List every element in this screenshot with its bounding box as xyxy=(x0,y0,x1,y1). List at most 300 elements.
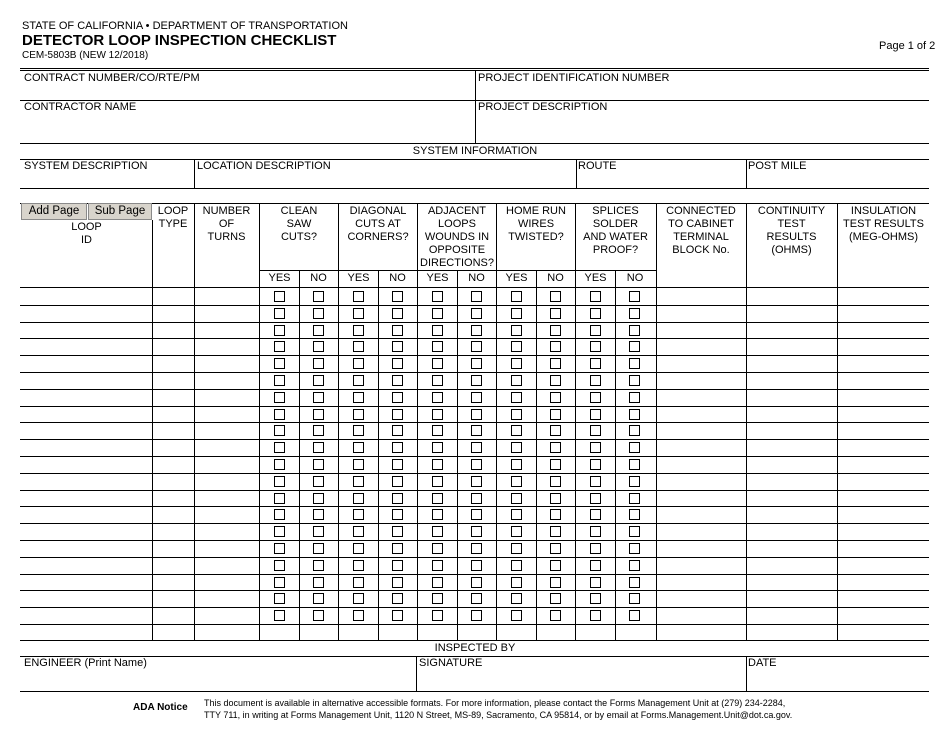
adjacent-yes-checkbox[interactable] xyxy=(432,593,443,604)
home-run-no-checkbox[interactable] xyxy=(550,341,561,352)
diagonal-no-checkbox[interactable] xyxy=(392,610,403,621)
splices-no-checkbox[interactable] xyxy=(629,476,640,487)
yes-label: YES xyxy=(268,272,291,284)
col-home-run-wires xyxy=(497,205,575,244)
col-loop-type xyxy=(153,205,193,231)
col-adjacent-loops xyxy=(418,205,496,270)
project-id-field[interactable] xyxy=(477,86,927,99)
page-indicator: Page 1 of 2 xyxy=(879,40,936,52)
home-run-yes-checkbox[interactable] xyxy=(511,459,522,470)
clean-saw-no-checkbox[interactable] xyxy=(313,409,324,420)
add-page-button[interactable]: Add Page xyxy=(21,203,87,220)
home-run-yes-checkbox[interactable] xyxy=(511,493,522,504)
clean-saw-yes-checkbox[interactable] xyxy=(274,526,285,537)
diagonal-no-checkbox[interactable] xyxy=(392,291,403,302)
home-run-no-checkbox[interactable] xyxy=(550,392,561,403)
splices-no-checkbox[interactable] xyxy=(629,291,640,302)
divider xyxy=(576,159,577,188)
clean-saw-no-checkbox[interactable] xyxy=(313,577,324,588)
home-run-yes-checkbox[interactable] xyxy=(511,409,522,420)
diagonal-yes-checkbox[interactable] xyxy=(353,509,364,520)
divider xyxy=(194,159,195,188)
diagonal-yes-checkbox[interactable] xyxy=(353,526,364,537)
splices-yes-checkbox[interactable] xyxy=(590,442,601,453)
adjacent-yes-checkbox[interactable] xyxy=(432,442,443,453)
col-text: CUTS? xyxy=(280,231,318,243)
diagonal-no-checkbox[interactable] xyxy=(392,509,403,520)
col-text: CLEAN xyxy=(280,205,318,217)
splices-yes-checkbox[interactable] xyxy=(590,509,601,520)
col-text: SPLICES xyxy=(592,205,639,217)
home-run-no-checkbox[interactable] xyxy=(550,442,561,453)
col-text: SOLDER xyxy=(592,218,639,230)
adjacent-no-checkbox[interactable] xyxy=(471,358,482,369)
adjacent-no-checkbox[interactable] xyxy=(471,543,482,554)
home-run-yes-checkbox[interactable] xyxy=(511,392,522,403)
clean-saw-no-checkbox[interactable] xyxy=(313,358,324,369)
ada-notice-line1: This document is available in alternative accessible formats. For more information, please contact the Forms Management Unit at (279) 234-2284, xyxy=(204,698,786,708)
col-text: LOOP xyxy=(157,205,189,217)
splices-no-checkbox[interactable] xyxy=(629,509,640,520)
home-run-yes-checkbox[interactable] xyxy=(511,341,522,352)
home-run-yes-checkbox[interactable] xyxy=(511,375,522,386)
col-diagonal-cuts xyxy=(339,205,417,244)
clean-saw-yes-checkbox[interactable] xyxy=(274,577,285,588)
contractor-name-field[interactable] xyxy=(22,115,472,141)
diagonal-yes-checkbox[interactable] xyxy=(353,560,364,571)
route-field[interactable] xyxy=(578,174,744,187)
home-run-no-checkbox[interactable] xyxy=(550,526,561,537)
col-text: DIAGONAL xyxy=(349,205,407,217)
diagonal-no-checkbox[interactable] xyxy=(392,476,403,487)
home-run-yes-checkbox[interactable] xyxy=(511,509,522,520)
adjacent-yes-checkbox[interactable] xyxy=(432,560,443,571)
no-label: NO xyxy=(468,272,485,284)
adjacent-yes-checkbox[interactable] xyxy=(432,493,443,504)
diagonal-no-checkbox[interactable] xyxy=(392,560,403,571)
splices-yes-checkbox[interactable] xyxy=(590,392,601,403)
home-run-no-checkbox[interactable] xyxy=(550,610,561,621)
home-run-no-checkbox[interactable] xyxy=(550,358,561,369)
diagonal-yes-checkbox[interactable] xyxy=(353,375,364,386)
rule xyxy=(20,143,929,144)
signature-field[interactable] xyxy=(418,672,744,690)
post-mile-field[interactable] xyxy=(748,174,927,187)
inspected-by-heading: INSPECTED BY xyxy=(434,642,516,654)
clean-saw-yes-checkbox[interactable] xyxy=(274,543,285,554)
splices-no-checkbox[interactable] xyxy=(629,526,640,537)
ada-notice-label: ADA Notice xyxy=(133,702,188,713)
adjacent-no-checkbox[interactable] xyxy=(471,375,482,386)
clean-saw-no-checkbox[interactable] xyxy=(313,476,324,487)
adjacent-yes-checkbox[interactable] xyxy=(432,526,443,537)
diagonal-yes-checkbox[interactable] xyxy=(353,308,364,319)
home-run-no-checkbox[interactable] xyxy=(550,560,561,571)
col-text: TEST xyxy=(777,218,806,230)
adjacent-no-checkbox[interactable] xyxy=(471,425,482,436)
divider xyxy=(475,70,476,143)
home-run-no-checkbox[interactable] xyxy=(550,459,561,470)
splices-no-checkbox[interactable] xyxy=(629,341,640,352)
col-text: TURNS xyxy=(207,231,246,243)
splices-yes-checkbox[interactable] xyxy=(590,493,601,504)
adjacent-no-checkbox[interactable] xyxy=(471,493,482,504)
adjacent-no-checkbox[interactable] xyxy=(471,308,482,319)
project-id-label: PROJECT IDENTIFICATION NUMBER xyxy=(478,72,670,84)
home-run-no-checkbox[interactable] xyxy=(550,476,561,487)
diagonal-no-checkbox[interactable] xyxy=(392,341,403,352)
home-run-no-checkbox[interactable] xyxy=(550,543,561,554)
splices-yes-checkbox[interactable] xyxy=(590,358,601,369)
no-label: NO xyxy=(389,272,406,284)
adjacent-no-checkbox[interactable] xyxy=(471,526,482,537)
splices-no-checkbox[interactable] xyxy=(629,308,640,319)
clean-saw-yes-checkbox[interactable] xyxy=(274,392,285,403)
home-run-yes-checkbox[interactable] xyxy=(511,358,522,369)
adjacent-yes-checkbox[interactable] xyxy=(432,509,443,520)
clean-saw-no-checkbox[interactable] xyxy=(313,325,324,336)
clean-saw-yes-checkbox[interactable] xyxy=(274,291,285,302)
col-text: (OHMS) xyxy=(771,244,812,256)
clean-saw-yes-checkbox[interactable] xyxy=(274,509,285,520)
col-insulation xyxy=(838,205,929,244)
home-run-no-checkbox[interactable] xyxy=(550,325,561,336)
diagonal-no-checkbox[interactable] xyxy=(392,358,403,369)
divider xyxy=(746,159,747,188)
divider xyxy=(746,656,747,691)
signature-label: SIGNATURE xyxy=(419,657,483,669)
splices-yes-checkbox[interactable] xyxy=(590,425,601,436)
splices-no-checkbox[interactable] xyxy=(629,459,640,470)
adjacent-yes-checkbox[interactable] xyxy=(432,308,443,319)
adjacent-yes-checkbox[interactable] xyxy=(432,358,443,369)
diagonal-yes-checkbox[interactable] xyxy=(353,341,364,352)
clean-saw-yes-checkbox[interactable] xyxy=(274,375,285,386)
home-run-no-checkbox[interactable] xyxy=(550,577,561,588)
home-run-no-checkbox[interactable] xyxy=(550,509,561,520)
col-text: HOME RUN xyxy=(506,205,566,217)
clean-saw-yes-checkbox[interactable] xyxy=(274,459,285,470)
diagonal-no-checkbox[interactable] xyxy=(392,308,403,319)
clean-saw-yes-checkbox[interactable] xyxy=(274,358,285,369)
adjacent-no-checkbox[interactable] xyxy=(471,409,482,420)
system-description-label: SYSTEM DESCRIPTION xyxy=(24,160,148,172)
contract-number-label: CONTRACT NUMBER/CO/RTE/PM xyxy=(24,72,200,84)
col-text: OF xyxy=(218,218,235,230)
clean-saw-no-checkbox[interactable] xyxy=(313,543,324,554)
clean-saw-no-checkbox[interactable] xyxy=(313,291,324,302)
splices-yes-checkbox[interactable] xyxy=(590,291,601,302)
clean-saw-yes-checkbox[interactable] xyxy=(274,593,285,604)
home-run-yes-checkbox[interactable] xyxy=(511,442,522,453)
col-text: DIRECTIONS? xyxy=(420,257,494,269)
col-text: RESULTS xyxy=(766,231,817,243)
splices-no-checkbox[interactable] xyxy=(629,593,640,604)
clean-saw-no-checkbox[interactable] xyxy=(313,509,324,520)
splices-no-checkbox[interactable] xyxy=(629,610,640,621)
row-line xyxy=(20,640,929,641)
diagonal-yes-checkbox[interactable] xyxy=(353,392,364,403)
adjacent-no-checkbox[interactable] xyxy=(471,392,482,403)
clean-saw-no-checkbox[interactable] xyxy=(313,308,324,319)
adjacent-yes-checkbox[interactable] xyxy=(432,325,443,336)
col-text: TWISTED? xyxy=(508,231,564,243)
diagonal-no-checkbox[interactable] xyxy=(392,392,403,403)
adjacent-yes-checkbox[interactable] xyxy=(432,425,443,436)
adjacent-yes-checkbox[interactable] xyxy=(432,543,443,554)
splices-no-checkbox[interactable] xyxy=(629,375,640,386)
home-run-no-checkbox[interactable] xyxy=(550,409,561,420)
route-label: ROUTE xyxy=(578,160,617,172)
form-number: CEM-5803B (NEW 12/2018) xyxy=(22,50,149,61)
col-clean-saw-cuts xyxy=(260,205,338,244)
adjacent-no-checkbox[interactable] xyxy=(471,341,482,352)
splices-yes-checkbox[interactable] xyxy=(590,560,601,571)
diagonal-no-checkbox[interactable] xyxy=(392,459,403,470)
clean-saw-no-checkbox[interactable] xyxy=(313,392,324,403)
home-run-yes-checkbox[interactable] xyxy=(511,308,522,319)
splices-no-checkbox[interactable] xyxy=(629,358,640,369)
clean-saw-yes-checkbox[interactable] xyxy=(274,493,285,504)
clean-saw-yes-checkbox[interactable] xyxy=(274,341,285,352)
engineer-label: ENGINEER (Print Name) xyxy=(24,657,147,669)
clean-saw-no-checkbox[interactable] xyxy=(313,341,324,352)
date-field[interactable] xyxy=(748,672,927,690)
location-description-label: LOCATION DESCRIPTION xyxy=(197,160,331,172)
diagonal-no-checkbox[interactable] xyxy=(392,493,403,504)
diagonal-no-checkbox[interactable] xyxy=(392,442,403,453)
adjacent-no-checkbox[interactable] xyxy=(471,291,482,302)
diagonal-no-checkbox[interactable] xyxy=(392,543,403,554)
diagonal-yes-checkbox[interactable] xyxy=(353,325,364,336)
splices-yes-checkbox[interactable] xyxy=(590,593,601,604)
home-run-yes-checkbox[interactable] xyxy=(511,593,522,604)
no-label: NO xyxy=(626,272,644,284)
home-run-yes-checkbox[interactable] xyxy=(511,577,522,588)
col-text: WIRES xyxy=(517,218,555,230)
clean-saw-no-checkbox[interactable] xyxy=(313,459,324,470)
col-text: SAW xyxy=(286,218,312,230)
divider xyxy=(416,656,417,691)
col-text: INSULATION xyxy=(850,205,917,217)
adjacent-yes-checkbox[interactable] xyxy=(432,291,443,302)
col-text: TYPE xyxy=(158,218,188,230)
form-title: DETECTOR LOOP INSPECTION CHECKLIST xyxy=(22,32,337,49)
col-text: CONNECTED xyxy=(666,205,736,217)
home-run-yes-checkbox[interactable] xyxy=(511,543,522,554)
splices-no-checkbox[interactable] xyxy=(629,493,640,504)
col-text: ADJACENT xyxy=(427,205,487,217)
home-run-no-checkbox[interactable] xyxy=(550,291,561,302)
col-loop-id xyxy=(21,221,152,247)
home-run-no-checkbox[interactable] xyxy=(550,493,561,504)
no-label: NO xyxy=(310,272,327,284)
splices-yes-checkbox[interactable] xyxy=(590,526,601,537)
project-description-label: PROJECT DESCRIPTION xyxy=(478,101,608,113)
adjacent-yes-checkbox[interactable] xyxy=(432,392,443,403)
home-run-yes-checkbox[interactable] xyxy=(511,425,522,436)
clean-saw-no-checkbox[interactable] xyxy=(313,375,324,386)
row-line xyxy=(20,624,929,625)
adjacent-yes-checkbox[interactable] xyxy=(432,341,443,352)
clean-saw-no-checkbox[interactable] xyxy=(313,442,324,453)
col-text: ID xyxy=(81,234,92,246)
clean-saw-no-checkbox[interactable] xyxy=(313,610,324,621)
clean-saw-yes-checkbox[interactable] xyxy=(274,308,285,319)
diagonal-no-checkbox[interactable] xyxy=(392,577,403,588)
home-run-yes-checkbox[interactable] xyxy=(511,526,522,537)
splices-yes-checkbox[interactable] xyxy=(590,308,601,319)
splices-no-checkbox[interactable] xyxy=(629,560,640,571)
col-text: CORNERS? xyxy=(347,231,409,243)
diagonal-no-checkbox[interactable] xyxy=(392,593,403,604)
col-continuity xyxy=(747,205,836,257)
adjacent-yes-checkbox[interactable] xyxy=(432,459,443,470)
diagonal-yes-checkbox[interactable] xyxy=(353,577,364,588)
home-run-yes-checkbox[interactable] xyxy=(511,610,522,621)
splices-no-checkbox[interactable] xyxy=(629,425,640,436)
splices-no-checkbox[interactable] xyxy=(629,543,640,554)
clean-saw-no-checkbox[interactable] xyxy=(313,493,324,504)
adjacent-no-checkbox[interactable] xyxy=(471,509,482,520)
contract-number-field[interactable] xyxy=(22,86,472,99)
ada-notice-line2: TTY 711, in writing at Forms Management Unit, 1120 N Street, MS-89, Sacramento, CA 95814, or by email at Forms.Management.Unit@dot.ca.gov. xyxy=(204,710,793,720)
col-connected-terminal xyxy=(657,205,745,257)
splices-yes-checkbox[interactable] xyxy=(590,476,601,487)
contractor-name-label: CONTRACTOR NAME xyxy=(24,101,137,113)
splices-yes-checkbox[interactable] xyxy=(590,375,601,386)
no-label: NO xyxy=(547,272,564,284)
diagonal-yes-checkbox[interactable] xyxy=(353,291,364,302)
diagonal-yes-checkbox[interactable] xyxy=(353,593,364,604)
col-text: AND WATER xyxy=(583,231,648,243)
splices-no-checkbox[interactable] xyxy=(629,442,640,453)
splices-yes-checkbox[interactable] xyxy=(590,610,601,621)
clean-saw-yes-checkbox[interactable] xyxy=(274,325,285,336)
splices-no-checkbox[interactable] xyxy=(629,409,640,420)
diagonal-no-checkbox[interactable] xyxy=(392,425,403,436)
col-text: TO CABINET xyxy=(668,218,734,230)
diagonal-yes-checkbox[interactable] xyxy=(353,610,364,621)
yes-label: YES xyxy=(426,272,449,284)
adjacent-yes-checkbox[interactable] xyxy=(432,577,443,588)
yes-label: YES xyxy=(505,272,528,284)
diagonal-yes-checkbox[interactable] xyxy=(353,358,364,369)
system-information-heading: SYSTEM INFORMATION xyxy=(412,145,538,157)
location-description-field[interactable] xyxy=(196,174,574,187)
diagonal-no-checkbox[interactable] xyxy=(392,375,403,386)
clean-saw-no-checkbox[interactable] xyxy=(313,526,324,537)
adjacent-yes-checkbox[interactable] xyxy=(432,476,443,487)
sub-page-button[interactable]: Sub Page xyxy=(88,203,152,220)
splices-yes-checkbox[interactable] xyxy=(590,325,601,336)
diagonal-yes-checkbox[interactable] xyxy=(353,409,364,420)
col-text: WOUNDS IN xyxy=(424,231,490,243)
diagonal-no-checkbox[interactable] xyxy=(392,325,403,336)
splices-yes-checkbox[interactable] xyxy=(590,543,601,554)
adjacent-no-checkbox[interactable] xyxy=(471,476,482,487)
clean-saw-yes-checkbox[interactable] xyxy=(274,610,285,621)
yes-label: YES xyxy=(347,272,370,284)
col-number-of-turns xyxy=(195,205,258,244)
diagonal-no-checkbox[interactable] xyxy=(392,409,403,420)
adjacent-no-checkbox[interactable] xyxy=(471,325,482,336)
date-label: DATE xyxy=(748,657,777,669)
clean-saw-yes-checkbox[interactable] xyxy=(274,560,285,571)
diagonal-yes-checkbox[interactable] xyxy=(353,442,364,453)
clean-saw-yes-checkbox[interactable] xyxy=(274,476,285,487)
adjacent-yes-checkbox[interactable] xyxy=(432,409,443,420)
home-run-no-checkbox[interactable] xyxy=(550,308,561,319)
col-text: CUTS AT xyxy=(355,218,401,230)
rule xyxy=(20,68,929,69)
home-run-no-checkbox[interactable] xyxy=(550,375,561,386)
diagonal-no-checkbox[interactable] xyxy=(392,526,403,537)
splices-no-checkbox[interactable] xyxy=(629,325,640,336)
col-text: OPPOSITE xyxy=(428,244,486,256)
col-text: (MEG-OHMS) xyxy=(848,231,919,243)
rule xyxy=(20,691,929,692)
col-text: LOOPS xyxy=(438,218,476,230)
rule xyxy=(20,203,929,204)
clean-saw-yes-checkbox[interactable] xyxy=(274,442,285,453)
diagonal-yes-checkbox[interactable] xyxy=(353,459,364,470)
adjacent-no-checkbox[interactable] xyxy=(471,459,482,470)
clean-saw-no-checkbox[interactable] xyxy=(313,560,324,571)
splices-no-checkbox[interactable] xyxy=(629,577,640,588)
adjacent-no-checkbox[interactable] xyxy=(471,610,482,621)
home-run-yes-checkbox[interactable] xyxy=(511,560,522,571)
splices-yes-checkbox[interactable] xyxy=(590,409,601,420)
col-text: TEST RESULTS xyxy=(843,218,924,230)
splices-no-checkbox[interactable] xyxy=(629,392,640,403)
diagonal-yes-checkbox[interactable] xyxy=(353,425,364,436)
engineer-field[interactable] xyxy=(22,672,414,690)
diagonal-yes-checkbox[interactable] xyxy=(353,543,364,554)
post-mile-label: POST MILE xyxy=(748,160,807,172)
diagonal-yes-checkbox[interactable] xyxy=(353,493,364,504)
clean-saw-no-checkbox[interactable] xyxy=(313,425,324,436)
agency-line: STATE OF CALIFORNIA • DEPARTMENT OF TRANSPORTATION xyxy=(22,20,348,32)
home-run-no-checkbox[interactable] xyxy=(550,425,561,436)
home-run-no-checkbox[interactable] xyxy=(550,593,561,604)
adjacent-no-checkbox[interactable] xyxy=(471,560,482,571)
adjacent-no-checkbox[interactable] xyxy=(471,593,482,604)
diagonal-yes-checkbox[interactable] xyxy=(353,476,364,487)
col-text: TERMINAL xyxy=(673,231,729,243)
adjacent-no-checkbox[interactable] xyxy=(471,577,482,588)
system-description-field[interactable] xyxy=(22,174,192,187)
adjacent-yes-checkbox[interactable] xyxy=(432,375,443,386)
rule xyxy=(20,188,929,189)
adjacent-yes-checkbox[interactable] xyxy=(432,610,443,621)
col-text: NUMBER xyxy=(202,205,251,217)
home-run-yes-checkbox[interactable] xyxy=(511,291,522,302)
col-text: CONTINUITY xyxy=(757,205,826,217)
splices-yes-checkbox[interactable] xyxy=(590,459,601,470)
clean-saw-yes-checkbox[interactable] xyxy=(274,409,285,420)
project-description-field[interactable] xyxy=(477,115,927,141)
splices-yes-checkbox[interactable] xyxy=(590,341,601,352)
splices-yes-checkbox[interactable] xyxy=(590,577,601,588)
clean-saw-no-checkbox[interactable] xyxy=(313,593,324,604)
col-text: BLOCK No. xyxy=(672,244,730,256)
home-run-yes-checkbox[interactable] xyxy=(511,476,522,487)
adjacent-no-checkbox[interactable] xyxy=(471,442,482,453)
home-run-yes-checkbox[interactable] xyxy=(511,325,522,336)
yes-label: YES xyxy=(584,272,607,284)
clean-saw-yes-checkbox[interactable] xyxy=(274,425,285,436)
